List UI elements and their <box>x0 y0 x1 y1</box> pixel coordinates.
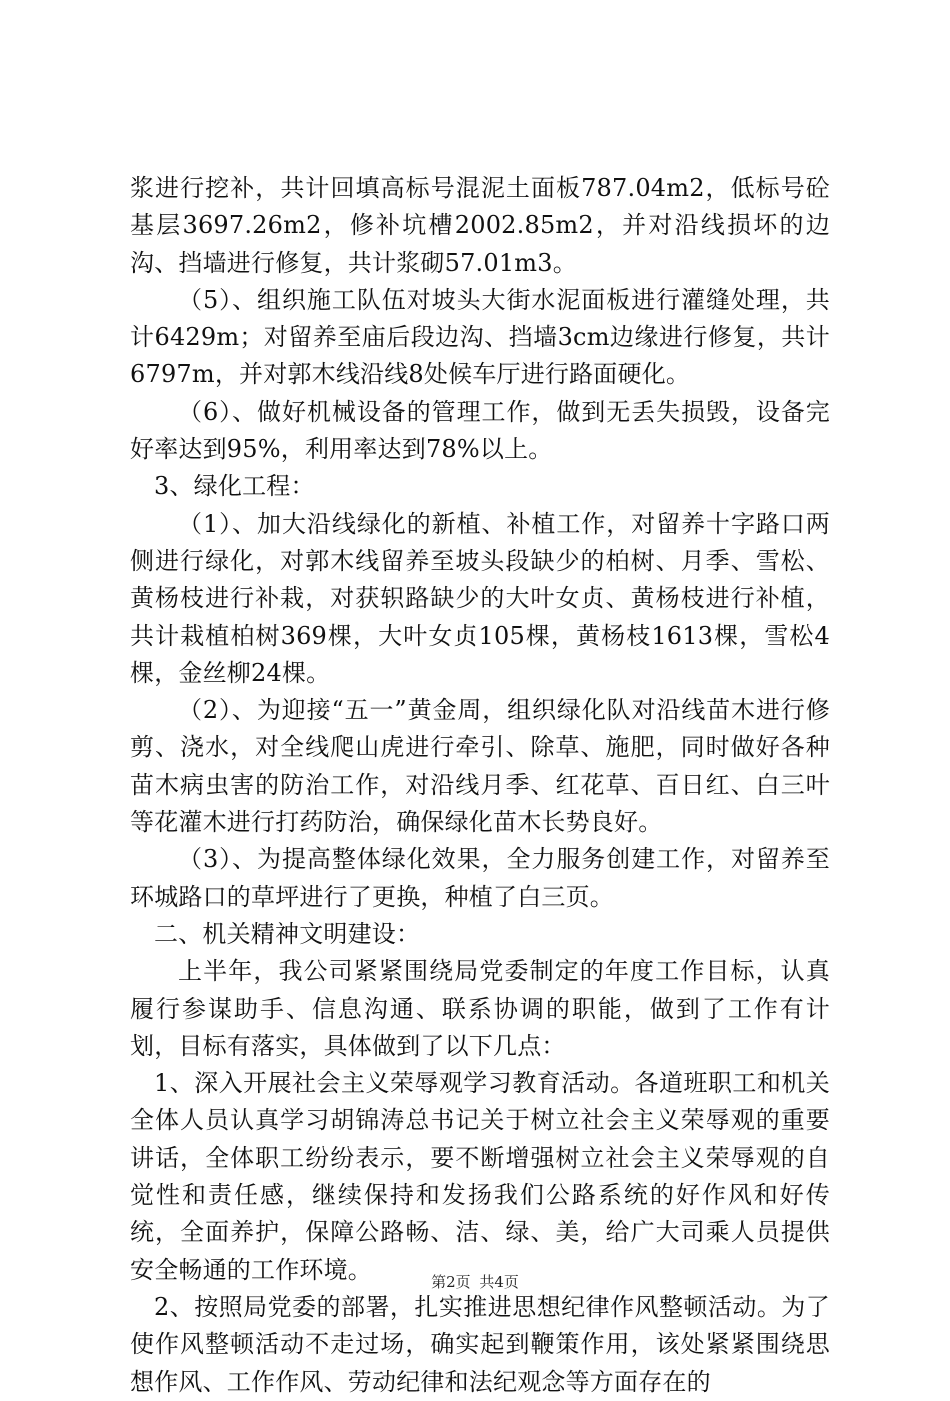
section-heading-greening: 3、绿化工程： <box>154 472 315 501</box>
paragraph-continuation: 浆进行挖补，共计回填高标号混泥土面板787.04m2，低标号砼基层3697.26m2，修补坑槽2002.85m2，并对沿线损坏的边沟、挡墙进行修复，共计浆砌57.01m3。 <box>130 174 830 277</box>
page-total: 共4页 <box>479 1273 519 1291</box>
paragraph-civilization-2: 2、按照局党委的部署，扎实推进思想纪律作风整顿活动。为了使作风整顿活动不走过场，确实起到鞭策作用，该处紧紧围绕思想作风、工作作风、劳动纪律和法纪观念等方面存在的 <box>130 1292 830 1396</box>
section-heading-civilization: 二、机关精神文明建设： <box>154 919 421 948</box>
paragraph-greening-2: （2）、为迎接“五一”黄金周，组织绿化队对沿线苗木进行修剪、浇水，对全线爬山虎进行牵引、除草、施肥，同时做好各种苗木病虫害的防治工作，对沿线月季、红花草、百日红、白三叶等花灌木进行打药防治，确保绿化苗木长势良好。 <box>130 696 830 837</box>
paragraph-greening-1: （1）、加大沿线绿化的新植、补植工作，对留养十字路口两侧进行绿化，对郭木线留养至坡头段缺少的柏树、月季、雪松、黄杨枝进行补栽，对获轵路缺少的大叶女贞、黄杨枝进行补植，共计栽植柏树369棵，大叶女贞105棵，黄杨枝1613棵，雪松4棵，金丝柳24棵。 <box>130 509 830 687</box>
paragraph-civilization-intro: 上半年，我公司紧紧围绕局党委制定的年度工作目标，认真履行参谋助手、信息沟通、联系协调的职能，做到了工作有计划，目标有落实，具体做到了以下几点： <box>130 957 830 1060</box>
document-body <box>130 170 830 1401</box>
paragraph-civilization-1: 1、深入开展社会主义荣辱观学习教育活动。各道班职工和机关全体人员认真学习胡锦涛总书记关于树立社会主义荣辱观的重要讲话，全体职工纷纷表示，要不断增强树立社会主义荣辱观的自觉性和责任感，继续保持和发扬我们公路系统的好作风和好传统，全面养护，保障公路畅、洁、绿、美，给广大司乘人员提供安全畅通的工作环境。 <box>130 1069 830 1284</box>
paragraph-item-6: （6）、做好机械设备的管理工作，做到无丢失损毁，设备完好率达到95%，利用率达到78%以上。 <box>130 397 830 464</box>
paragraph-greening-3: （3）、为提高整体绿化效果，全力服务创建工作，对留养至环城路口的草坪进行了更换，种植了白三页。 <box>130 845 830 911</box>
page-number: 第2页 <box>431 1273 471 1291</box>
paragraph-item-5: （5）、组织施工队伍对坡头大街水泥面板进行灌缝处理，共计6429m；对留养至庙后段边沟、挡墙3cm边缘进行修复，共计6797m，并对郭木线沿线8处候车厅进行路面硬化。 <box>130 285 830 389</box>
page-footer <box>0 1272 950 1292</box>
